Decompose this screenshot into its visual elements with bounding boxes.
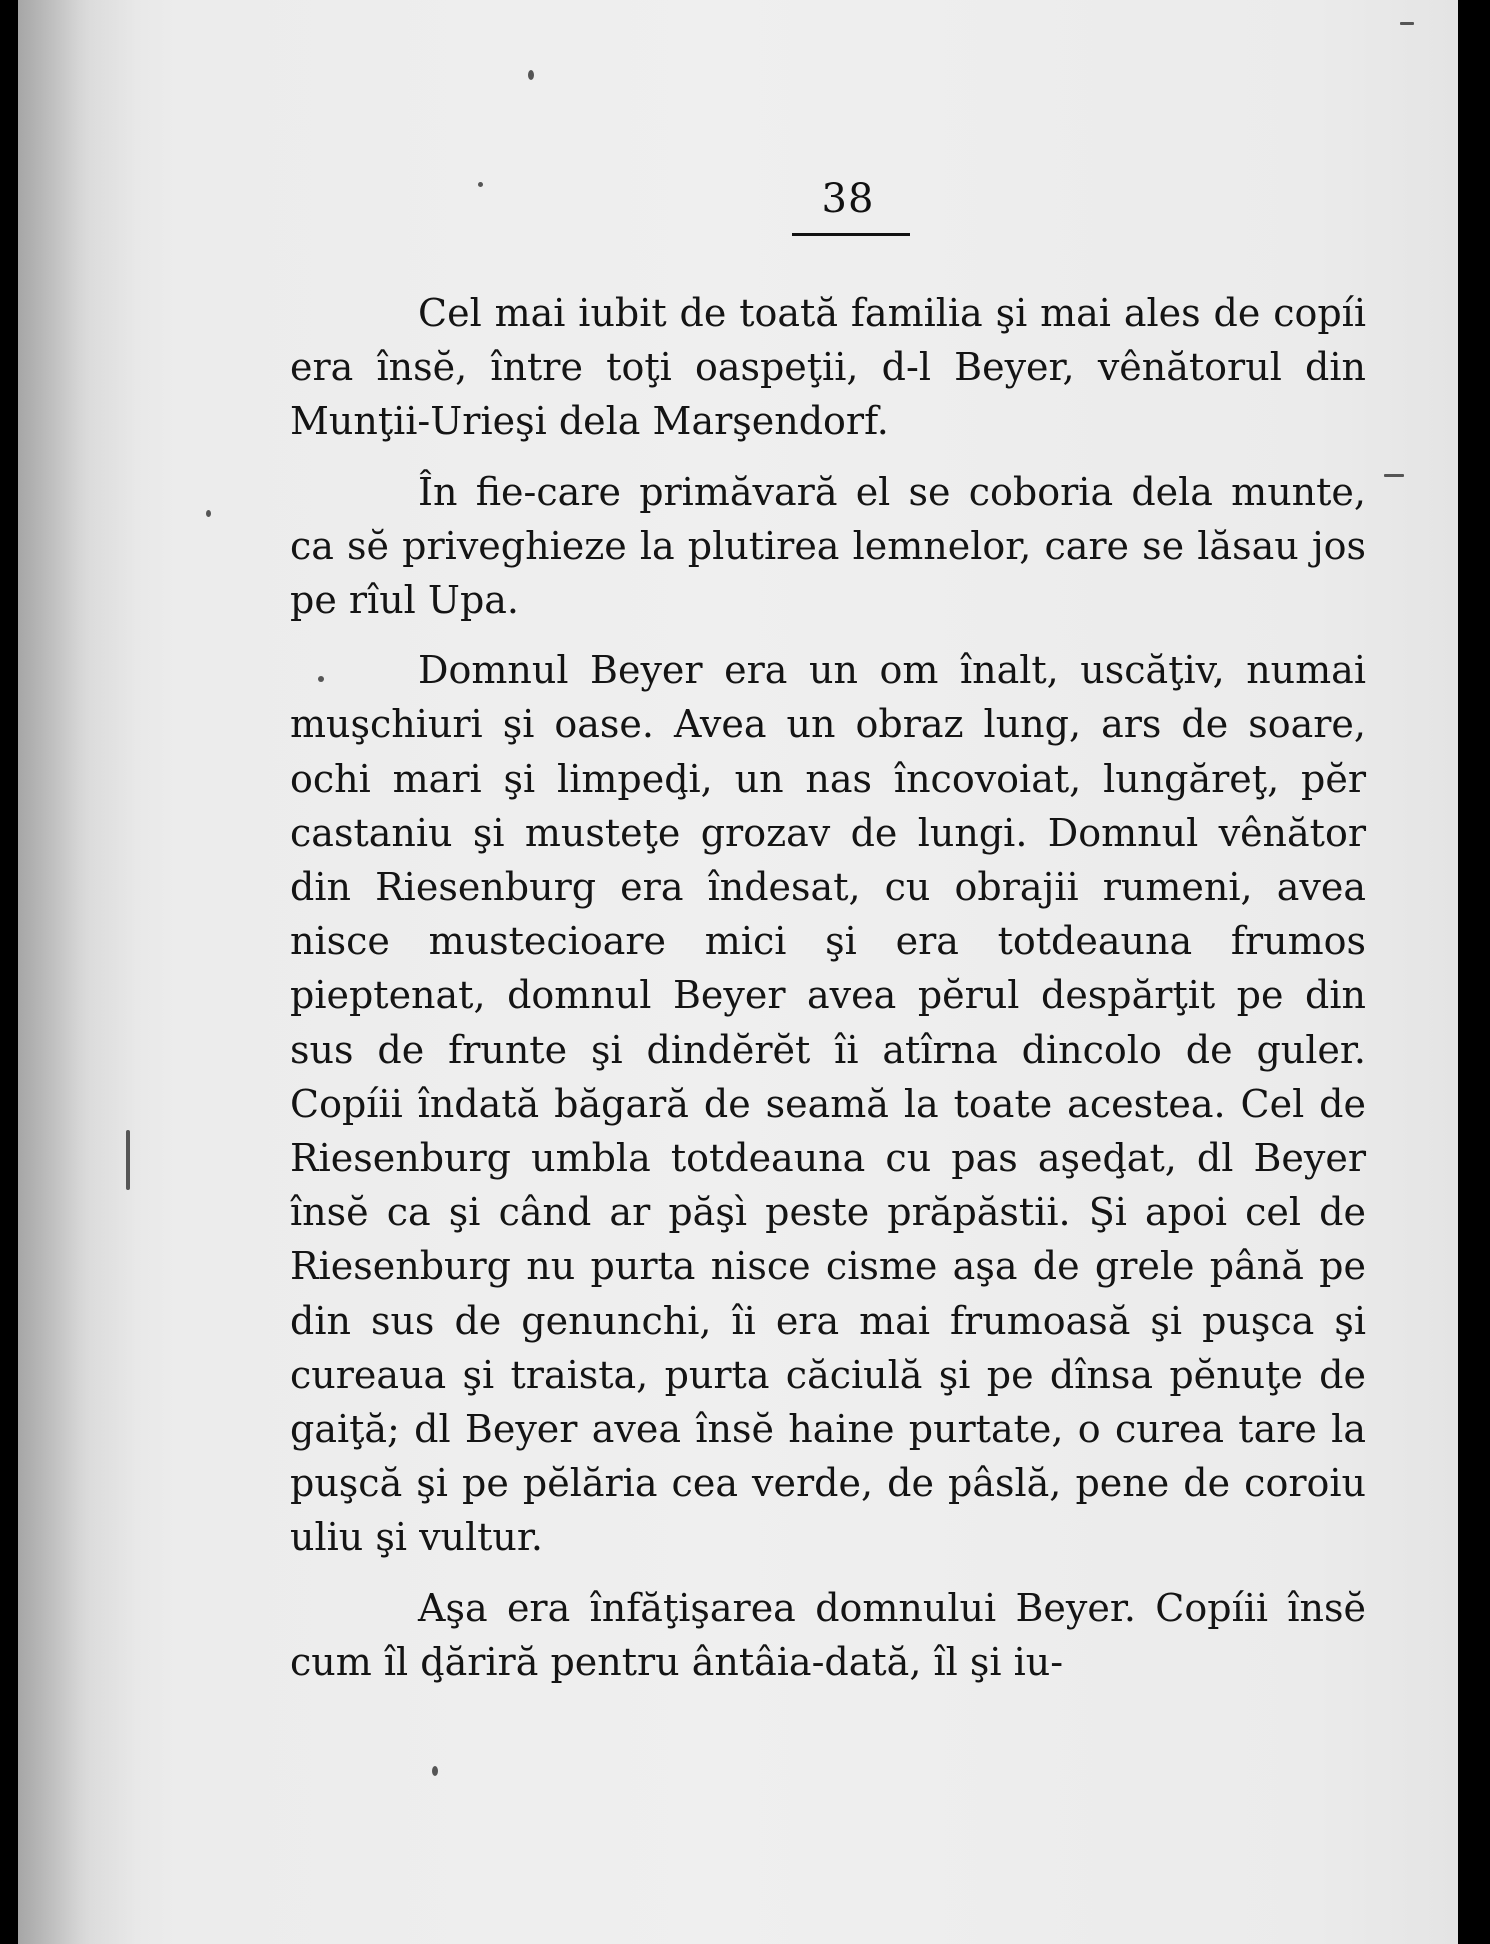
paragraph: Cel mai iubit de toată familia şi mai ales de copíi era însĕ, între toţi oaspeţii, d-l Beyer, vênătorul din Munţii-Urieşi dela Marşendorf. — [290, 291, 1366, 444]
spine-shadow — [18, 0, 138, 1944]
paragraph: În fie-care primăvară el se coboria dela munte, ca sĕ priveghieze la plutirea lemnelor, care se lăsau jos pe rîul Upa. — [290, 469, 1366, 623]
page-number-rule — [792, 233, 910, 236]
page-number: 38 — [821, 176, 875, 222]
paragraph: Domnul Beyer era un om înalt, uscăţiv, numai muşchiuri şi oase. Avea un obraz lung, ars de soare, ochi mari şi limpeḑi, un nas încovoiat, lungăreţ, pĕr castaniu şi musteţe grozav de lungi. Domnul vênător din Riesenburg era îndesat, cu obrajii rumeni, avea nisce mustecioare mici şi era totdeauna frumos pieptenat, domnul Beyer avea pĕrul despărţit pe din sus de frunte şi dindĕrĕt îi atîrna dincolo de guler. Copíii îndată băgară de seamă la toate acestea. Cel de Riesenburg umbla totdeauna cu pas aşeḑat, dl Beyer însĕ ca şi când ar păşì peste prăpăstii. Şi apoi cel de Riesenburg nu purta nisce cisme aşa de grele până pe din sus de genunchi, îi era mai frumoasă şi puşca şi cureaua şi traista, purta căciulă şi pe dînsa pĕnuţe de gaiţă; dl Beyer avea însĕ haine purtate, o curea tare la puşcă şi pe pĕlăria cea verde, de pâslă, pene de coroiu uliu şi vultur. — [290, 648, 1366, 1560]
book-page — [18, 0, 1458, 1944]
dust-speck — [206, 510, 211, 517]
dust-speck — [528, 70, 534, 80]
dust-speck — [1400, 22, 1414, 25]
dust-speck — [432, 1766, 438, 1776]
paragraph: Aşa era înfăţişarea domnului Beyer. Copíii însĕ cum îl ḑăriră pentru ântâia-dată, îl şi iu- — [290, 1585, 1366, 1684]
body-text — [290, 286, 1366, 1689]
dust-speck — [478, 182, 483, 187]
dust-speck — [126, 1130, 130, 1190]
dust-speck — [1384, 474, 1404, 477]
